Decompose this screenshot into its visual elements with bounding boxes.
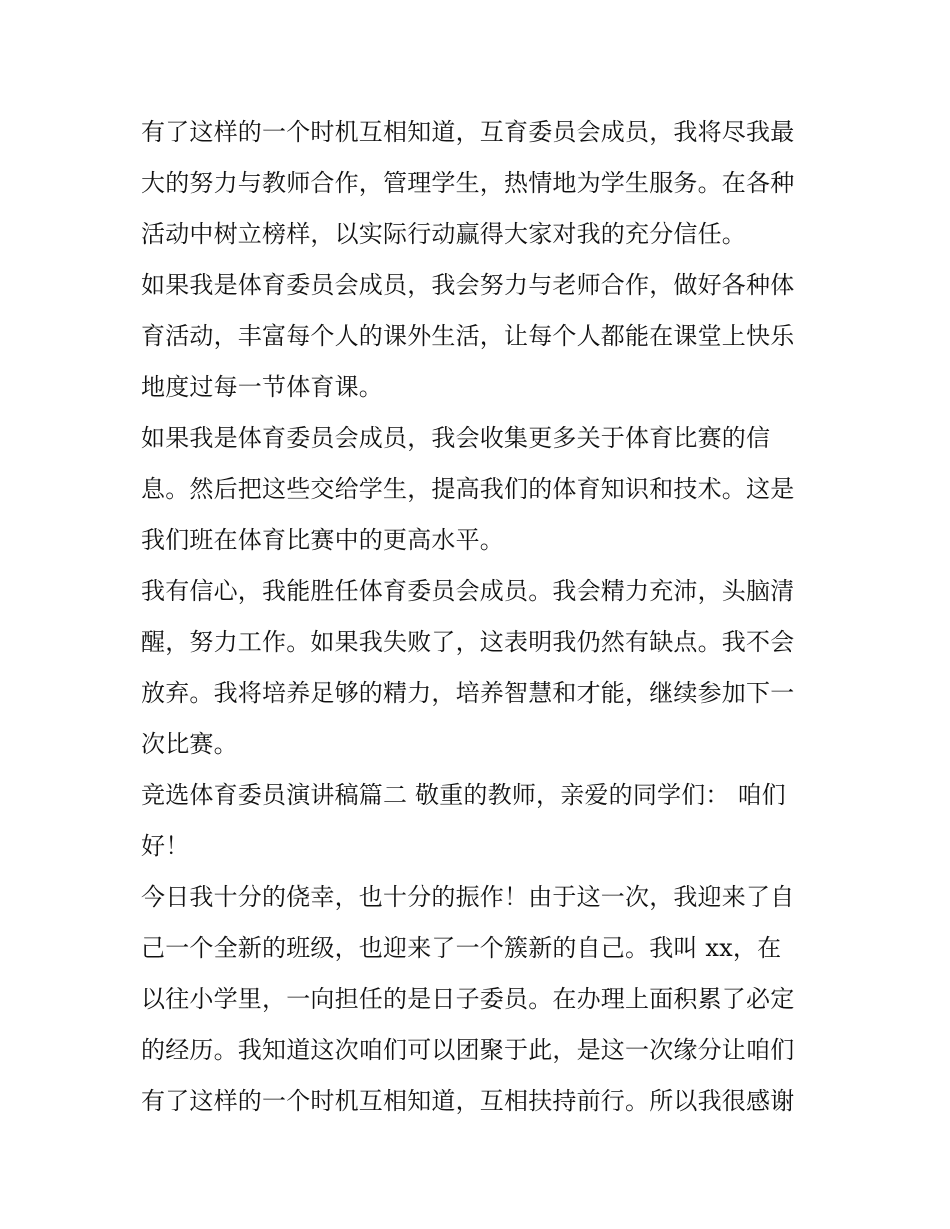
text-line: 放弃。我将培养足够的精力，培养智慧和才能，继续参加下一	[141, 679, 795, 707]
text-line: 好！	[141, 832, 190, 860]
text-line: 己一个全新的班级，也迎来了一个簇新的自己。我叫 xx，在	[141, 934, 782, 962]
text-line: 次比赛。	[141, 730, 238, 758]
text-line: 地度过每一节体育课。	[141, 373, 383, 401]
text-line: 的经历。我知道这次咱们可以团聚于此，是这一次缘分让咱们	[141, 1036, 795, 1064]
text-line: 我们班在体育比赛中的更高水平。	[141, 526, 504, 554]
text-line: 育活动，丰富每个人的课外生活，让每个人都能在课堂上快乐	[141, 322, 795, 350]
text-line: 大的努力与教师合作，管理学生，热情地为学生服务。在各种	[141, 169, 795, 197]
text-line: 今日我十分的侥幸，也十分的振作！由于这一次，我迎来了自	[141, 883, 795, 911]
document-body	[141, 107, 813, 1127]
text-line: 醒，努力工作。如果我失败了，这表明我仍然有缺点。我不会	[141, 628, 795, 656]
text-line: 如果我是体育委员会成员，我会收集更多关于体育比赛的信	[141, 424, 771, 452]
text-line: 以往小学里，一向担任的是日子委员。在办理上面积累了必定	[141, 985, 795, 1013]
text-line: 息。然后把这些交给学生，提高我们的体育知识和技术。这是	[141, 475, 795, 503]
text-line: 竞选体育委员演讲稿篇二 敬重的教师，亲爱的同学们： 咱们	[141, 781, 786, 809]
text-line: 有了这样的一个时机互相知道，互相扶持前行。所以我很感谢	[141, 1087, 795, 1115]
text-line: 如果我是体育委员会成员，我会努力与老师合作，做好各种体	[141, 271, 795, 299]
text-line: 我有信心，我能胜任体育委员会成员。我会精力充沛，头脑清	[141, 577, 795, 605]
text-line: 活动中树立榜样，以实际行动赢得大家对我的充分信任。	[141, 220, 746, 248]
text-line: 有了这样的一个时机互相知道，互育委员会成员，我将尽我最	[141, 118, 795, 146]
